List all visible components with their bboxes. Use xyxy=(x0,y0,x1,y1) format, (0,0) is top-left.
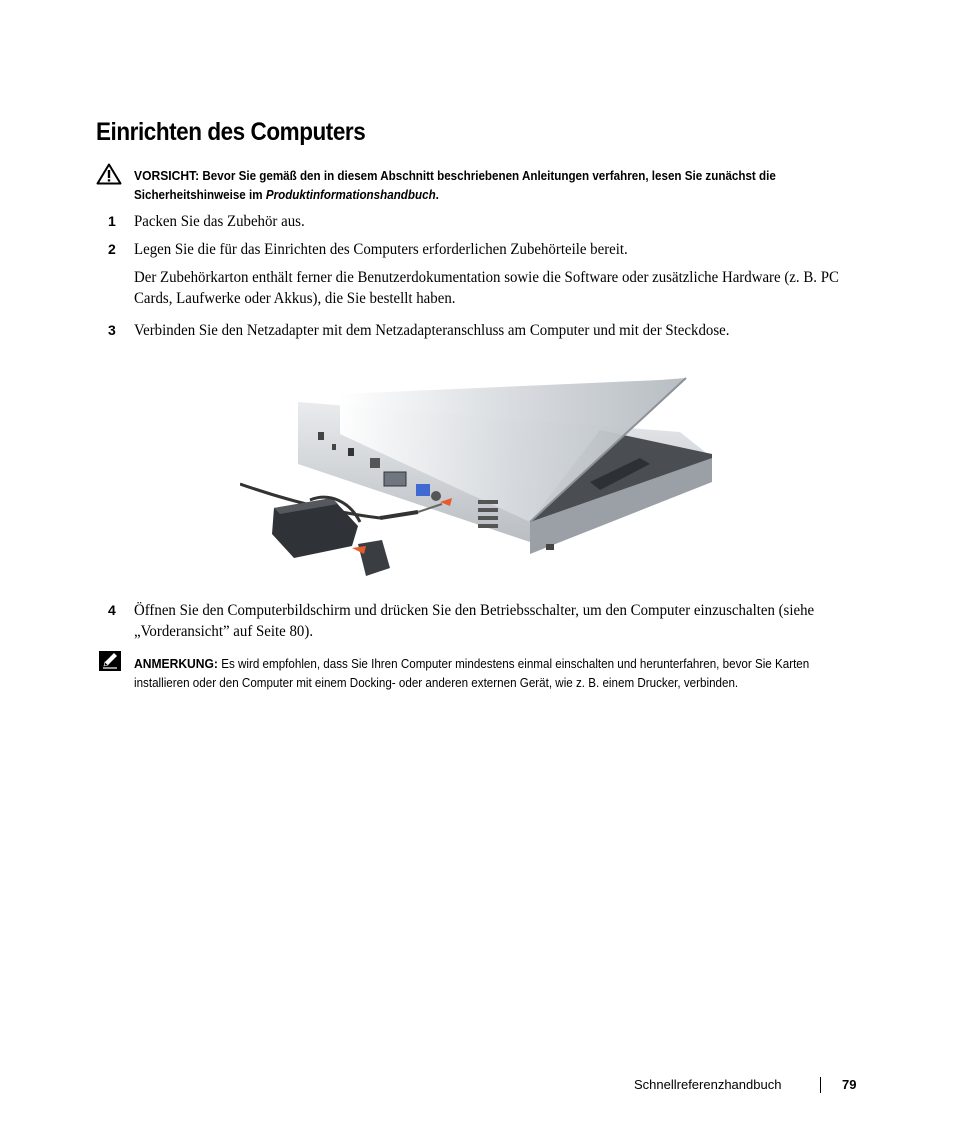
step-detail: Der Zubehörkarton enthält ferner die Benutzerdokumentation sowie die Software oder zusätzliche Hardware (z. B. PC Cards, Laufwerke oder Akkus), die Sie bestellt haben. xyxy=(134,269,839,307)
note-notice xyxy=(134,654,822,693)
footer-divider xyxy=(820,1077,821,1093)
laptop-power-adapter-illustration xyxy=(240,372,720,584)
caution-notice xyxy=(134,166,822,205)
step-text: Verbinden Sie den Netzadapter mit dem Netzadapteranschluss am Computer und mit der Steckdose. xyxy=(134,322,730,339)
step-number: 2 xyxy=(108,241,116,257)
footer-book-title: Schnellreferenzhandbuch xyxy=(634,1077,782,1092)
note-label: ANMERKUNG: xyxy=(134,656,218,671)
step-text: Öffnen Sie den Computerbildschirm und drücken Sie den Betriebsschalter, um den Computer einzuschalten (siehe „Vorderansicht” auf Seite 80). xyxy=(134,602,815,640)
caution-text-end: . xyxy=(435,188,439,202)
step-text: Packen Sie das Zubehör aus. xyxy=(134,213,305,230)
caution-book-title: Produktinformationshandbuch xyxy=(265,188,436,202)
step-number: 1 xyxy=(108,213,116,229)
page-number: 79 xyxy=(842,1077,857,1092)
note-text: Es wird empfohlen, dass Sie Ihren Computer mindestens einmal einschalten und herunterfahren, bevor Sie Karten installieren oder den Computer mit einem Docking- oder anderen externen Gerät, wie z. B. einem Drucker, verbinden. xyxy=(134,657,810,690)
pencil-note-icon xyxy=(99,651,121,671)
step-number: 4 xyxy=(108,602,116,618)
warning-triangle-icon xyxy=(96,163,122,185)
step-number: 3 xyxy=(108,322,116,338)
page-title: Einrichten des Computers xyxy=(96,118,366,146)
caution-label: VORSICHT: xyxy=(134,168,200,183)
caution-text: Bevor Sie gemäß den in diesem Abschnitt beschriebenen Anleitungen verfahren, lesen Sie zunächst die Sicherheitshinweise im xyxy=(134,169,776,202)
step-text: Legen Sie die für das Einrichten des Computers erforderlichen Zubehörteile bereit. xyxy=(134,241,628,258)
